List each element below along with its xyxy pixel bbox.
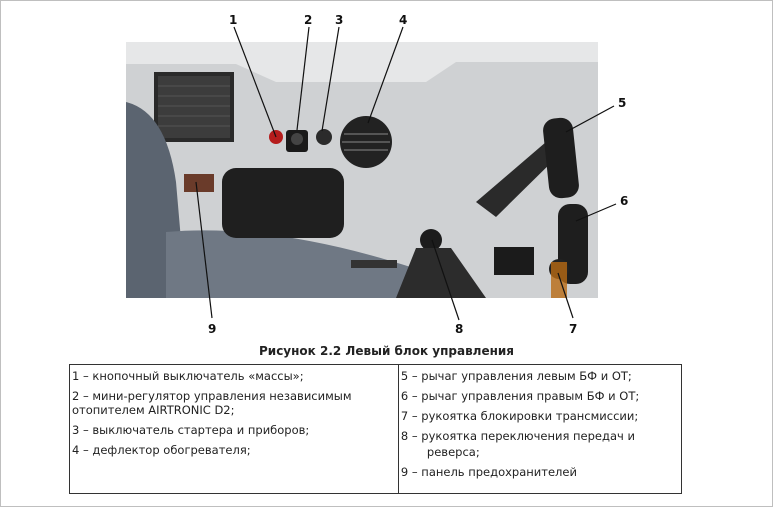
legend-column-left — [70, 365, 399, 493]
callout-2: 2 — [304, 13, 313, 27]
legend-item-6: 6 – рычаг управления правым БФ и ОТ; — [400, 389, 640, 403]
callout-3: 3 — [335, 13, 344, 27]
legend-item-3: 3 – выключатель стартера и приборов; — [72, 423, 310, 437]
figure-caption: Рисунок 2.2 Левый блок управления — [258, 344, 515, 358]
legend-item-4: 4 – дефлектор обогревателя; — [72, 443, 251, 457]
legend-column-right — [399, 365, 681, 493]
legend-item-5: 5 – рычаг управления левым БФ и ОТ; — [400, 369, 632, 383]
callout-9: 9 — [208, 322, 217, 336]
callout-4: 4 — [399, 13, 408, 27]
legend-item-9: 9 – панель предохранителей — [400, 465, 577, 479]
callout-1: 1 — [229, 13, 238, 27]
legend-item-7: 7 – рукоятка блокировки трансмиссии; — [400, 409, 639, 423]
callout-5: 5 — [618, 96, 627, 110]
callout-8: 8 — [455, 322, 464, 336]
legend-table — [69, 364, 682, 494]
callout-6: 6 — [620, 194, 629, 208]
legend-item-2: 2 – мини-регулятор управления независимым отопителем AIRTRONIC D2; — [72, 389, 352, 417]
legend-item-8: 8 – рукоятка переключения передач и — [400, 429, 635, 443]
callout-7: 7 — [569, 322, 578, 336]
legend-item-8-continued: реверса; — [426, 445, 480, 459]
legend-item-1: 1 – кнопочный выключатель «массы»; — [72, 369, 304, 383]
